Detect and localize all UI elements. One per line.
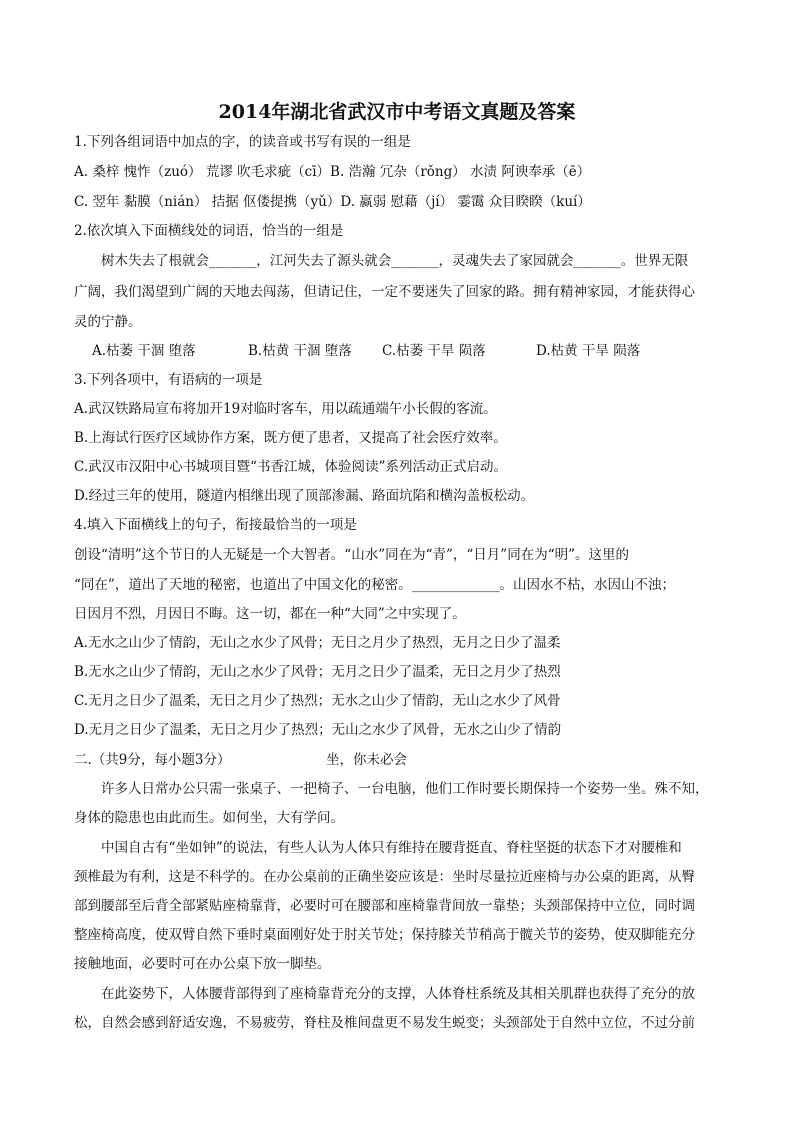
question-4-passage-line: “同在”，道出了天地的秘密，也道出了中国文化的秘密。_____________。山因水不枯，水因山不浊； <box>74 577 676 593</box>
question-4-option-d: D.无月之日少了温柔，无日之月少了热烈；无山之水少了风骨，无水之山少了情韵 <box>74 722 562 738</box>
document-title: 2014年湖北省武汉市中考语文真题及答案 <box>218 101 576 123</box>
question-4-passage-line: 日因月不烈，月因日不晦。这一切，都在一种“大同”之中实现了。 <box>74 606 466 622</box>
option-c: C.枯萎 干旱 陨落 <box>382 343 486 359</box>
question-3-option-d: D.经过三年的使用，隧道内相继出现了顶部渗漏、路面坑陷和横沟盖板松动。 <box>74 488 535 504</box>
question-4-option-c: C.无月之日少了温柔，无日之月少了热烈；无水之山少了情韵，无山之水少了风骨 <box>74 693 561 709</box>
question-3-option-a: A.武汉铁路局宣布将加开19对临时客车，用以疏通端午小长假的客流。 <box>74 401 497 417</box>
question-2-passage-line: 广阔，我们渴望到广阔的天地去闯荡，但请记住，一定不要迷失了回家的路。拥有精神家园，才能获得心 <box>74 284 695 300</box>
question-1-options-ab: A. 桑梓 愧怍（zuó） 荒谬 吹毛求疵（cī）B. 浩瀚 冗杂（rǒng） 水渍 阿谀奉承（ē） <box>74 164 591 180</box>
article-paragraph-line: 颈椎最为有利，这是不科学的。在办公桌前的正确坐姿应该是：坐时尽量拉近座椅与办公桌的距离，从臀 <box>74 869 695 885</box>
article-paragraph-line: 接触地面，必要时可在办公桌下放一脚垫。 <box>74 956 331 972</box>
article-paragraph-line: 在此姿势下，人体腰背部得到了座椅靠背充分的支撑，人体脊柱系统及其相关肌群也获得了充分的放 <box>101 986 695 1002</box>
question-2-stem: 2.依次填入下面横线处的词语，恰当的一组是 <box>74 223 344 239</box>
section-2-header <box>74 750 724 770</box>
article-paragraph-line: 中国自古有“坐如钟”的说法，有些人认为人体只有维持在腰背挺直、脊柱坚挺的状态下才对腰椎和 <box>101 840 682 856</box>
article-paragraph-line: 松，自然会感到舒适安逸，不易疲劳，脊柱及椎间盘更不易发生蜕变；头颈部处于自然中立位，不过分前 <box>74 1015 695 1031</box>
question-2-options <box>92 341 724 361</box>
option-b: B.枯黄 干涸 堕落 <box>248 343 352 359</box>
article-paragraph-line: 整座椅高度，使双臂自然下垂时桌面刚好处于肘关节处；保持膝关节稍高于髋关节的姿势，使双脚能充分 <box>74 927 695 943</box>
section-2-heading: 二.（共9分，每小题3分） <box>74 752 231 768</box>
article-title: 坐，你未必会 <box>326 752 407 768</box>
question-2-passage-line: 灵的宁静。 <box>74 314 142 330</box>
question-4-stem: 4.填入下面横线上的句子，衔接最恰当的一项是 <box>74 517 357 533</box>
question-1-options-cd: C. 翌年 黏膜（nián） 拮据 伛偻提携（yǔ）D. 赢弱 慰藉（jí） 霎霭 众目睽睽（kuí） <box>74 194 591 210</box>
article-paragraph-line: 部到腰部至后背全部紧贴座椅靠背，必要时可在腰部和座椅靠背间放一靠垫；头颈部保持中立位，同时调 <box>74 898 695 914</box>
option-d: D.枯黄 干旱 陨落 <box>536 343 641 359</box>
question-1-stem: 1.下列各组词语中加点的字，的读音或书写有误的一组是 <box>74 134 411 150</box>
article-paragraph-line: 身体的隐患也由此而生。如何坐，大有学问。 <box>74 810 344 826</box>
question-4-option-b: B.无水之山少了情韵，无山之水少了风骨；无月之日少了温柔，无日之月少了热烈 <box>74 664 561 680</box>
question-4-option-a: A.无水之山少了情韵，无山之水少了风骨；无日之月少了热烈，无月之日少了温柔 <box>74 635 561 651</box>
option-a: A.枯萎 干涸 堕落 <box>92 343 196 359</box>
question-3-option-c: C.武汉市汉阳中心书城项目暨“书香江城，体验阅读”系列活动正式启动。 <box>74 459 507 475</box>
article-paragraph-line: 许多人日常办公只需一张桌子、一把椅子、一台电脑，他们工作时要长期保持一个姿势一坐。殊不知， <box>101 781 709 797</box>
question-4-passage-line: 创设“清明”这个节日的人无疑是一个大智者。“山水”同在为“青”，“日月”同在为“明”。这里的 <box>74 547 630 563</box>
question-2-passage-line: 树木失去了根就会_______，江河失去了源头就会_______，灵魂失去了家园就会_______。世界无限 <box>101 253 689 269</box>
question-3-option-b: B.上海试行医疗区域协作方案，既方便了患者，又提高了社会医疗效率。 <box>74 430 507 446</box>
question-3-stem: 3.下列各项中，有语病的一项是 <box>74 372 263 388</box>
